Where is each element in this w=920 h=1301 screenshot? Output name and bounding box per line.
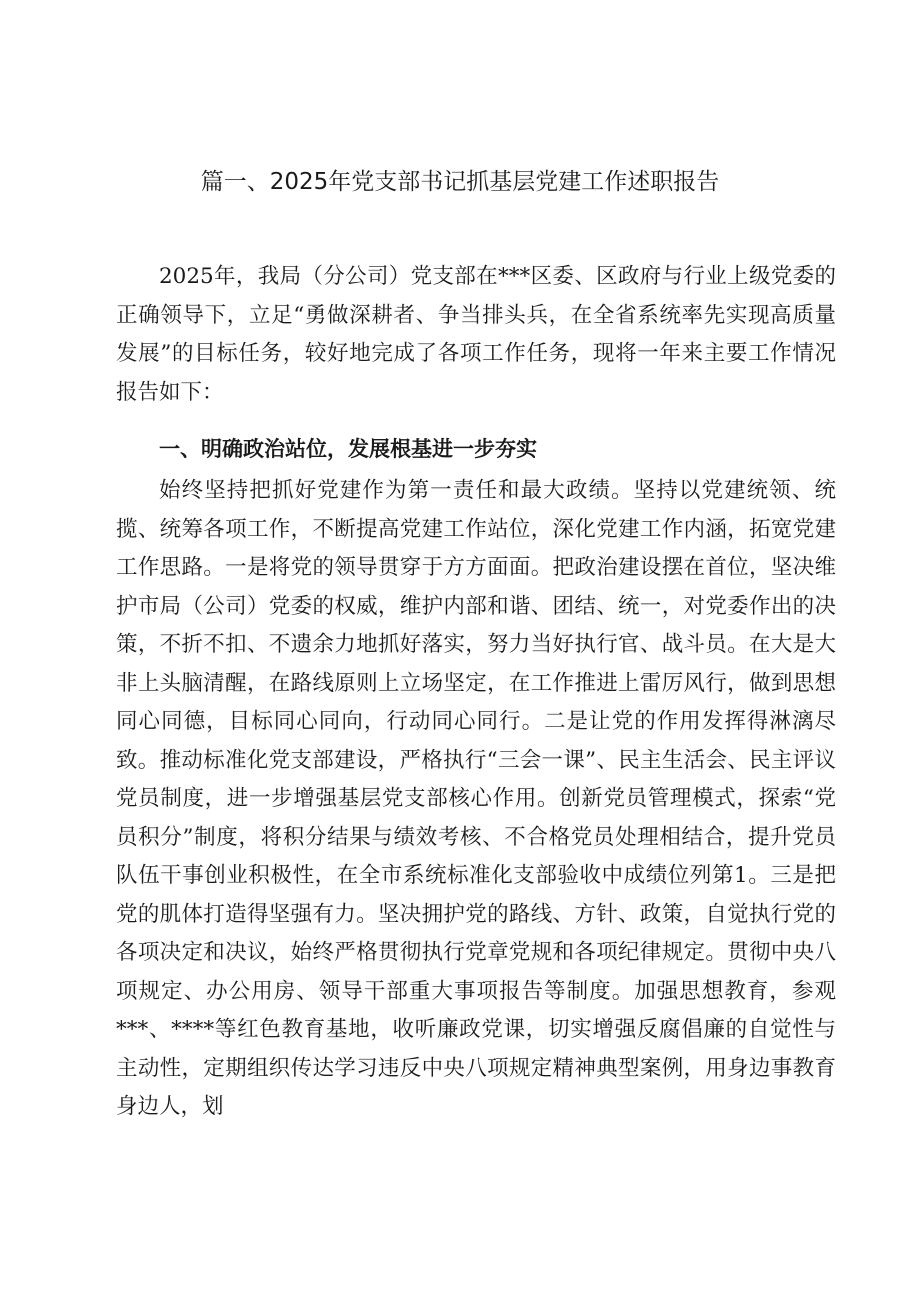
document-title: 篇一、2025年党支部书记抓基层党建工作述职报告 [200, 169, 720, 195]
intro-block [116, 258, 836, 412]
intro-paragraph: 2025年，我局（分公司）党支部在***区委、区政府与行业上级党委的正确领导下，立足“勇做深耕者、争当排头兵，在全省系统率先实现高质量发展”的目标任务，较好地完成了各项工作任务，现将一年来主要工作情况报告如下： [116, 264, 836, 405]
section-1 [116, 426, 836, 1127]
section-paragraph: 始终坚持把抓好党建作为第一责任和最大政绩。坚持以党建统领、统揽、统筹各项工作，不断提高党建工作站位，深化党建工作内涵，拓宽党建工作思路。一是将党的领导贯穿于方方面面。把政治建设摆在首位，坚决维护市局（公司）党委的权威，维护内部和谐、团结、统一，对党委作出的决策，不折不扣、不遗余力地抓好落实，努力当好执行官、战斗员。在大是大非上头脑清醒，在路线原则上立场坚定，在工作推进上雷厉风行，做到思想同心同德，目标同心同向，行动同心同行。二是让党的作用发挥得淋漓尽致。推动标准化党支部建设，严格执行“三会一课”、民主生活会、民主评议党员制度，进一步增强基层党支部核心作用。创新党员管理模式，探索“党员积分”制度，将积分结果与绩效考核、不合格党员处理相结合，提升党员队伍干事创业积极性，在全市系统标准化支部验收中成绩位列第1。三是把党的肌体打造得坚强有力。坚决拥护党的路线、方针、政策，自觉执行党的各项决定和决议，始终严格贯彻执行党章党规和各项纪律规定。贯彻中央八项规定、办公用房、领导干部重大事项报告等制度。加强思想教育，参观***、****等红色教育基地，收听廉政党课，切实增强反腐倡廉的自觉性与主动性，定期组织传达学习违反中央八项规定精神典型案例，用身边事教育身边人，划 [116, 478, 836, 1119]
section-heading: 一、明确政治站位，发展根基进一步夯实 [159, 437, 537, 461]
